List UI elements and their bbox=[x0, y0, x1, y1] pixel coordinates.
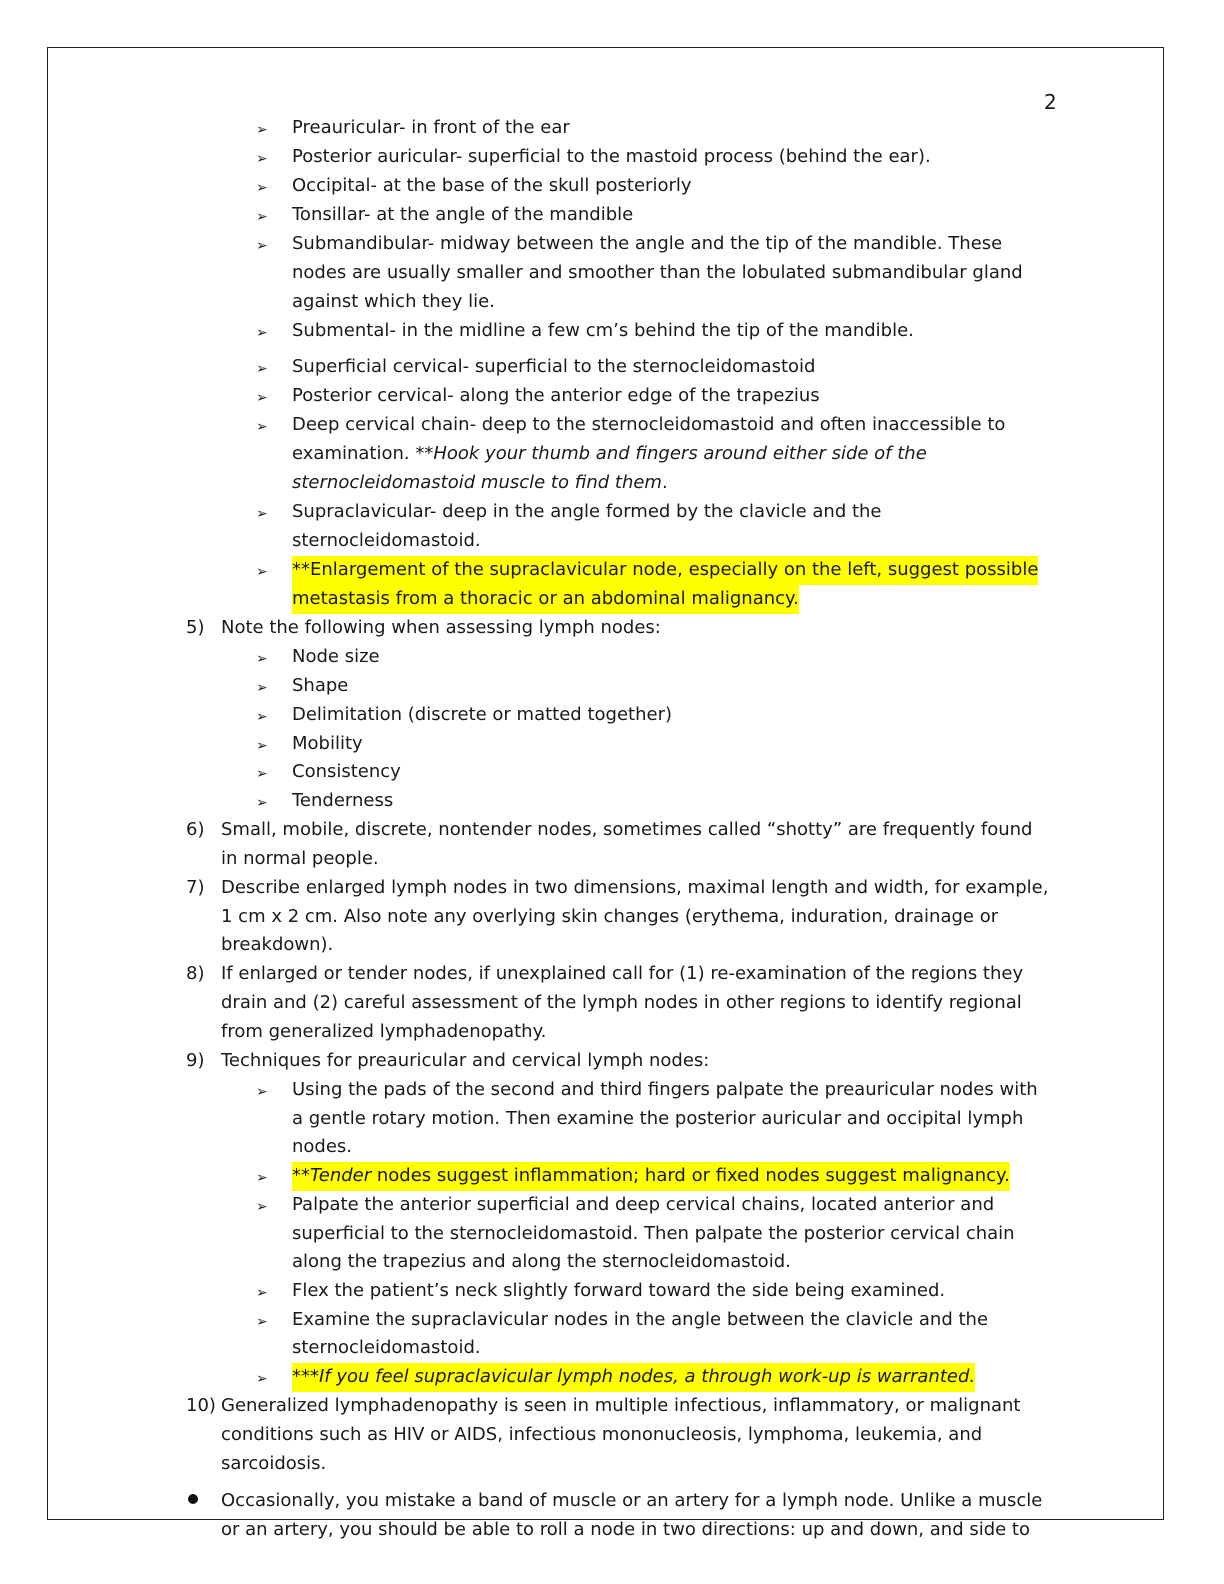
arrow-bullet-icon: ➢ bbox=[256, 564, 268, 580]
arrow-bullet-icon: ➢ bbox=[256, 709, 268, 725]
bullet-note-continued: or an artery, you should be able to roll a node in two directions: up and down, and side to bbox=[221, 1519, 1031, 1540]
list-item: Tonsillar- at the angle of the mandible bbox=[292, 204, 634, 225]
list-item-continued: 1 cm x 2 cm. Also note any overlying skin changes (erythema, induration, drainage or bbox=[221, 906, 999, 927]
arrow-bullet-icon: ➢ bbox=[256, 325, 268, 341]
bullet-note: Occasionally, you mistake a band of muscle or an artery for a lymph node. Unlike a muscle bbox=[221, 1490, 1043, 1511]
list-item-continued: from generalized lymphadenopathy. bbox=[221, 1021, 547, 1042]
arrow-bullet-icon: ➢ bbox=[256, 1285, 268, 1301]
list-item-continued: sarcoidosis. bbox=[221, 1453, 327, 1474]
list-item-continued: breakdown). bbox=[221, 934, 334, 955]
bullet-dot-icon bbox=[188, 1494, 198, 1504]
list-item: Preauricular- in front of the ear bbox=[292, 117, 570, 138]
item-number: 10) bbox=[186, 1395, 216, 1416]
list-item: Small, mobile, discrete, nontender nodes, sometimes called “shotty” are frequently found bbox=[221, 819, 1033, 840]
list-item-continued: in normal people. bbox=[221, 848, 379, 869]
list-item-continued: examination. **Hook your thumb and fingers around either side of the bbox=[292, 443, 927, 464]
arrow-bullet-icon: ➢ bbox=[256, 680, 268, 696]
list-item: Shape bbox=[292, 675, 349, 696]
highlighted-note: **Tender nodes suggest inflammation; hard or fixed nodes suggest malignancy. bbox=[292, 1162, 1010, 1191]
list-item-continued: sternocleidomastoid. bbox=[292, 1337, 481, 1358]
highlighted-note: ***If you feel supraclavicular lymph nodes, a through work-up is warranted. bbox=[292, 1363, 975, 1392]
list-item: Superficial cervical- superficial to the sternocleidomastoid bbox=[292, 356, 816, 377]
arrow-bullet-icon: ➢ bbox=[256, 738, 268, 754]
page-number: 2 bbox=[1044, 90, 1057, 114]
list-item-continued: along the trapezius and along the sternocleidomastoid. bbox=[292, 1251, 791, 1272]
list-item: Flex the patient’s neck slightly forward toward the side being examined. bbox=[292, 1280, 946, 1301]
list-item: Tenderness bbox=[292, 790, 394, 811]
list-item: Supraclavicular- deep in the angle formed by the clavicle and the bbox=[292, 501, 882, 522]
list-item-continued: a gentle rotary motion. Then examine the posterior auricular and occipital lymph bbox=[292, 1108, 1024, 1129]
highlighted-note: **Enlargement of the supraclavicular node, especially on the left, suggest possible bbox=[292, 556, 1038, 585]
arrow-bullet-icon: ➢ bbox=[256, 1371, 268, 1387]
list-item: Note the following when assessing lymph nodes: bbox=[221, 617, 661, 638]
list-item-continued: nodes. bbox=[292, 1136, 353, 1157]
item-number: 7) bbox=[186, 877, 205, 898]
arrow-bullet-icon: ➢ bbox=[256, 390, 268, 406]
arrow-bullet-icon: ➢ bbox=[256, 122, 268, 138]
list-item: Deep cervical chain- deep to the sternocleidomastoid and often inaccessible to bbox=[292, 414, 1006, 435]
arrow-bullet-icon: ➢ bbox=[256, 361, 268, 377]
list-item: Generalized lymphadenopathy is seen in multiple infectious, inflammatory, or malignant bbox=[221, 1395, 1021, 1416]
highlighted-note: metastasis from a thoracic or an abdominal malignancy. bbox=[292, 585, 799, 614]
arrow-bullet-icon: ➢ bbox=[256, 1084, 268, 1100]
list-item-continued: sternocleidomastoid. bbox=[292, 530, 481, 551]
arrow-bullet-icon: ➢ bbox=[256, 419, 268, 435]
list-item: Posterior cervical- along the anterior edge of the trapezius bbox=[292, 385, 820, 406]
list-item: Techniques for preauricular and cervical lymph nodes: bbox=[221, 1050, 710, 1071]
item-number: 8) bbox=[186, 963, 205, 984]
list-item-continued: conditions such as HIV or AIDS, infectious mononucleosis, lymphoma, leukemia, and bbox=[221, 1424, 983, 1445]
list-item-continued: drain and (2) careful assessment of the lymph nodes in other regions to identify regional bbox=[221, 992, 1022, 1013]
list-item: Submandibular- midway between the angle and the tip of the mandible. These bbox=[292, 233, 1003, 254]
arrow-bullet-icon: ➢ bbox=[256, 1170, 268, 1186]
arrow-bullet-icon: ➢ bbox=[256, 1199, 268, 1215]
list-item: Node size bbox=[292, 646, 380, 667]
list-item: Examine the supraclavicular nodes in the angle between the clavicle and the bbox=[292, 1309, 989, 1330]
arrow-bullet-icon: ➢ bbox=[256, 506, 268, 522]
list-item: Consistency bbox=[292, 761, 401, 782]
item-number: 5) bbox=[186, 617, 205, 638]
item-number: 6) bbox=[186, 819, 205, 840]
list-item: Occipital- at the base of the skull posteriorly bbox=[292, 175, 692, 196]
arrow-bullet-icon: ➢ bbox=[256, 209, 268, 225]
list-item: Describe enlarged lymph nodes in two dimensions, maximal length and width, for example, bbox=[221, 877, 1049, 898]
arrow-bullet-icon: ➢ bbox=[256, 180, 268, 196]
list-item: Delimitation (discrete or matted together) bbox=[292, 704, 672, 725]
list-item: Palpate the anterior superficial and deep cervical chains, located anterior and bbox=[292, 1194, 995, 1215]
list-item-continued: sternocleidomastoid muscle to find them. bbox=[292, 472, 668, 493]
list-item: Mobility bbox=[292, 733, 363, 754]
arrow-bullet-icon: ➢ bbox=[256, 151, 268, 167]
list-item: If enlarged or tender nodes, if unexplained call for (1) re-examination of the regions they bbox=[221, 963, 1024, 984]
item-number: 9) bbox=[186, 1050, 205, 1071]
list-item: Submental- in the midline a few cm’s behind the tip of the mandible. bbox=[292, 320, 914, 341]
list-item-continued: nodes are usually smaller and smoother than the lobulated submandibular gland bbox=[292, 262, 1023, 283]
list-item-continued: against which they lie. bbox=[292, 291, 495, 312]
list-item: Posterior auricular- superficial to the mastoid process (behind the ear). bbox=[292, 146, 931, 167]
arrow-bullet-icon: ➢ bbox=[256, 1314, 268, 1330]
arrow-bullet-icon: ➢ bbox=[256, 651, 268, 667]
arrow-bullet-icon: ➢ bbox=[256, 238, 268, 254]
arrow-bullet-icon: ➢ bbox=[256, 795, 268, 811]
arrow-bullet-icon: ➢ bbox=[256, 766, 268, 782]
list-item: Using the pads of the second and third fingers palpate the preauricular nodes with bbox=[292, 1079, 1038, 1100]
list-item-continued: superficial to the sternocleidomastoid. Then palpate the posterior cervical chain bbox=[292, 1223, 1015, 1244]
